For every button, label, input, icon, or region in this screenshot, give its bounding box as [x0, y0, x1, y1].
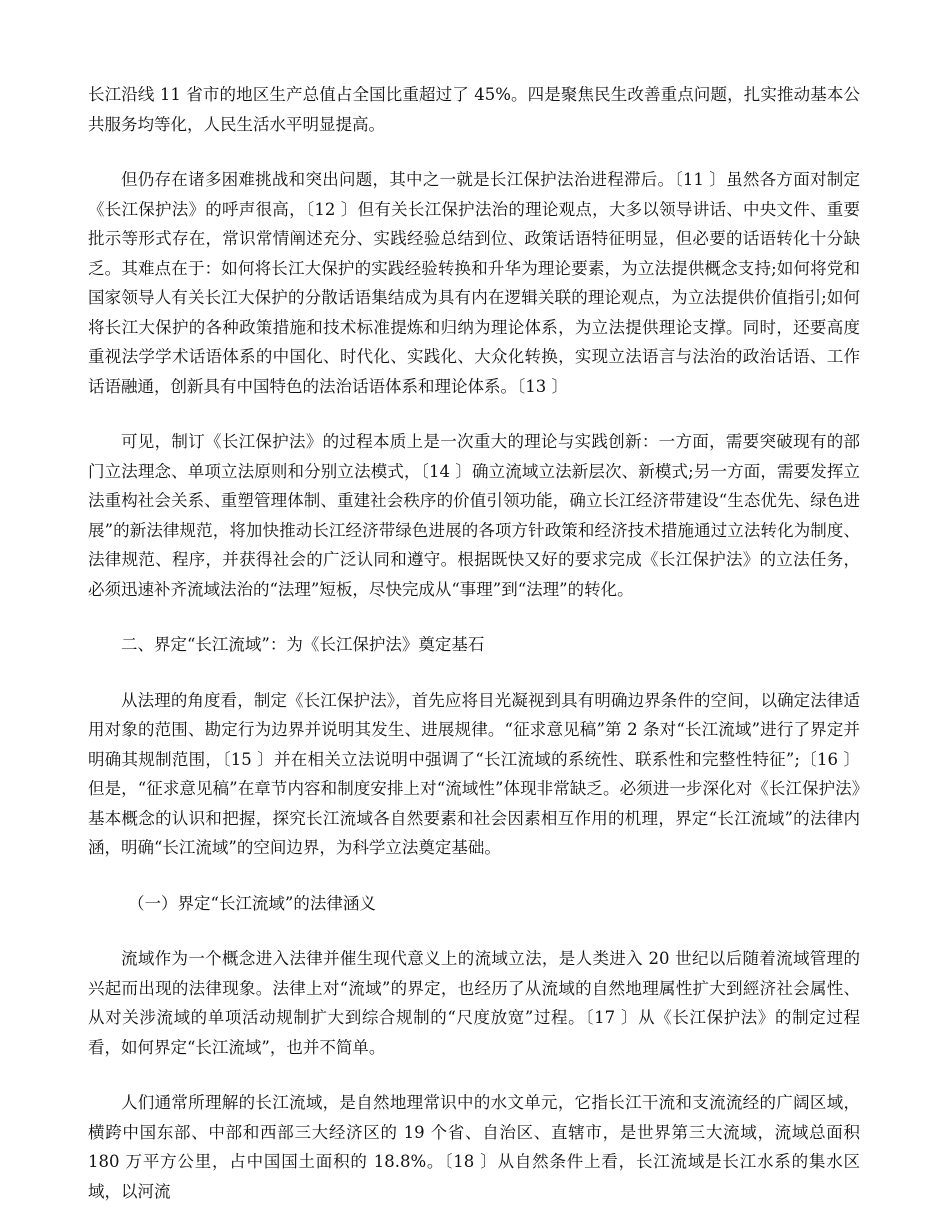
paragraph-continued: 长江沿线 11 省市的地区生产总值占全国比重超过了 45%。四是聚焦民生改善重点问题，扎实推动基本公共服务均等化，人民生活水平明显提高。: [88, 85, 860, 134]
section-heading-2: 二、界定“长江流域”：为《长江保护法》奠定基石: [121, 635, 485, 654]
subsection-heading-1: （一）界定“长江流域”的法律涵义: [128, 893, 376, 913]
paragraph-innovation: 可见，制订《长江保护法》的过程本质上是一次重大的理论与实践创新：一方面，需要突破现有的部门立法理念、单项立法原则和分别立法模式，〔14 〕确立流域立法新层次、新模式;另一方面，需要发挥立法重构社会关系、重塑管理体制、重建社会秩序的价值引领功能，确立长江经济带建设“生态优先、绿色进展”的新法律规范，将加快推动长江经济带绿色进展的各项方针政策和经济技术措施通过立法转化为制度、法律规范、程序，并获得社会的广泛认同和遵守。根据既快又好的要求完成《长江保护法》的立法任务，必须迅速补齐流域法治的“法理”短板，尽快完成从“事理”到“法理”的转化。: [88, 432, 860, 599]
paragraph-jurisprudence: 从法理的角度看，制定《长江保护法》，首先应将目光凝视到具有明确边界条件的空间，以确定法律适用对象的范围、勘定行为边界并说明其发生、进展规律。“征求意见稿”第 2 条对“长江流域”进行了界定并明确其规制范围，〔15 〕并在相关立法说明中强调了“长江流域的系统性、联系性和完整性特征”;〔16 〕但是，“征求意见稿”在章节内容和制度安排上对“流域性”体现非常缺乏。必须进一步深化对《长江保护法》基本概念的认识和把握，探究长江流域各自然要素和社会因素相互作用的机理，界定“长江流域”的法律内涵，明确“长江流域”的空间边界，为科学立法奠定基础。: [88, 690, 860, 857]
paragraph-basin-concept: 流域作为一个概念进入法律并催生现代意义上的流域立法，是人类进入 20 世纪以后随着流域管理的兴起而出现的法律现象。法律上对“流域”的界定，也经历了从流域的自然地理属性扩大到經济社会属性、从对关涉流域的单项活动规制扩大到综合规制的“尺度放宽”过程。〔17 〕从《长江保护法》的制定过程看，如何界定“长江流域”，也并不简单。: [88, 949, 860, 1057]
paragraph-yangtze-basin: 人们通常所理解的长江流域，是自然地理常识中的水文单元，它指长江干流和支流流经的广阔区域，横跨中国东部、中部和西部三大经济区的 19 个省、自治区、直辖市，是世界第三大流域，流域总面积 180 万平方公里，占中国国土面积的 18.8%。〔18 〕从自然条件上看，长江流域是长江水系的集水区域，以河流: [88, 1093, 860, 1201]
paragraph-legal-lag: 但仍存在诸多困难挑战和突出问题，其中之一就是长江保护法治进程滞后。〔11 〕虽然各方面对制定《长江保护法》的呼声很高，〔12 〕但有关长江保护法治的理论观点，大多以领导讲话、中央文件、重要批示等形式存在，常识常情阐述充分、实践经验总结到位、政策话语特征明显，但必要的话语转化十分缺乏。其难点在于：如何将长江大保护的实践经验转换和升华为理论要素，为立法提供概念支持;如何将党和国家领导人有关长江大保护的分散话语集结成为具有内在逻辑关联的理论观点，为立法提供价值指引;如何将长江大保护的各种政策措施和技术标准提炼和归纳为理论体系，为立法提供理论支撑。同时，还要高度重视法学学术话语体系的中国化、时代化、实践化、大众化转换，实现立法语言与法治的政治话语、工作话语融通，创新具有中国特色的法治话语体系和理论体系。〔13 〕: [88, 170, 860, 396]
document-page: [88, 80, 860, 1206]
